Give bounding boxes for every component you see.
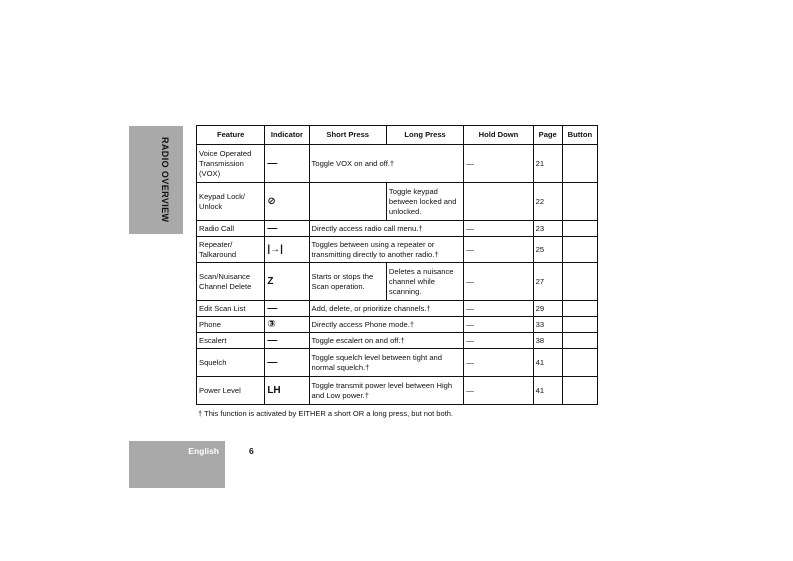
hold-down-cell: — <box>464 237 533 263</box>
button-cell <box>562 349 597 377</box>
short-press-cell: Starts or stops the Scan operation. <box>309 263 386 301</box>
language-label: English <box>188 446 219 456</box>
feature-cell: Phone <box>197 317 265 333</box>
button-cell <box>562 263 597 301</box>
table-row <box>197 237 598 263</box>
feature-cell: Radio Call <box>197 221 265 237</box>
feature-cell: Squelch <box>197 349 265 377</box>
page-cell: 27 <box>533 263 562 301</box>
dash-icon: — <box>265 301 309 317</box>
hold-down-cell: — <box>464 301 533 317</box>
column-header: Indicator <box>265 126 309 145</box>
table-row <box>197 183 598 221</box>
short-press-cell <box>309 183 386 221</box>
feature-cell: Edit Scan List <box>197 301 265 317</box>
feature-cell: Voice Operated Transmission (VOX) <box>197 145 265 183</box>
column-header: Hold Down <box>464 126 533 145</box>
short-press-cell: Toggles between using a repeater or transmitting directly to another radio.† <box>309 237 464 263</box>
feature-cell: Escalert <box>197 333 265 349</box>
button-cell <box>562 145 597 183</box>
page-cell: 33 <box>533 317 562 333</box>
page-number: 6 <box>249 446 254 456</box>
hold-down-cell: — <box>464 263 533 301</box>
page-cell: 25 <box>533 237 562 263</box>
section-tab-label: RADIO OVERVIEW <box>160 137 170 223</box>
page-cell: 41 <box>533 349 562 377</box>
short-press-cell: Directly access radio call menu.† <box>309 221 464 237</box>
column-header: Long Press <box>386 126 463 145</box>
column-header: Page <box>533 126 562 145</box>
button-cell <box>562 183 597 221</box>
page-cell: 38 <box>533 333 562 349</box>
table-row <box>197 333 598 349</box>
long-press-cell: Deletes a nuisance channel while scanning. <box>386 263 463 301</box>
feature-cell: Scan/Nuisance Channel Delete <box>197 263 265 301</box>
short-press-cell: Toggle transmit power level between High and Low power.† <box>309 377 464 405</box>
dash-icon: — <box>265 349 309 377</box>
short-press-cell: Add, delete, or prioritize channels.† <box>309 301 464 317</box>
language-tab <box>129 441 225 488</box>
page-cell: 21 <box>533 145 562 183</box>
short-press-cell: Toggle squelch level between tight and normal squelch.† <box>309 349 464 377</box>
column-header: Feature <box>197 126 265 145</box>
section-tab <box>129 126 183 234</box>
button-cell <box>562 377 597 405</box>
footnote: † This function is activated by EITHER a short OR a long press, but not both. <box>198 409 453 418</box>
column-header: Short Press <box>309 126 386 145</box>
hold-down-cell: — <box>464 221 533 237</box>
column-header: Button <box>562 126 597 145</box>
page-cell: 23 <box>533 221 562 237</box>
button-cell <box>562 237 597 263</box>
table-row <box>197 301 598 317</box>
page-cell: 22 <box>533 183 562 221</box>
dash-icon: — <box>265 145 309 183</box>
table-row <box>197 221 598 237</box>
page-cell: 29 <box>533 301 562 317</box>
button-cell <box>562 301 597 317</box>
hold-down-cell <box>464 183 533 221</box>
short-press-cell: Toggle VOX on and off.† <box>309 145 464 183</box>
scan-icon: Z <box>265 263 309 301</box>
feature-cell: Repeater/ Talkaround <box>197 237 265 263</box>
feature-cell: Keypad Lock/ Unlock <box>197 183 265 221</box>
hold-down-cell: — <box>464 349 533 377</box>
table-row <box>197 317 598 333</box>
talkaround-icon: |→| <box>265 237 309 263</box>
hold-down-cell: — <box>464 333 533 349</box>
short-press-cell: Toggle escalert on and off.† <box>309 333 464 349</box>
feature-cell: Power Level <box>197 377 265 405</box>
phone-icon: ③ <box>265 317 309 333</box>
dash-icon: — <box>265 221 309 237</box>
keypad-lock-icon: ⊘ <box>265 183 309 221</box>
table-row <box>197 145 598 183</box>
button-cell <box>562 333 597 349</box>
long-press-cell: Toggle keypad between locked and unlocked. <box>386 183 463 221</box>
hold-down-cell: — <box>464 317 533 333</box>
table-header-row <box>197 126 598 145</box>
dash-icon: — <box>265 333 309 349</box>
table-row <box>197 377 598 405</box>
hold-down-cell: — <box>464 377 533 405</box>
short-press-cell: Directly access Phone mode.† <box>309 317 464 333</box>
power-level-icon: LH <box>265 377 309 405</box>
button-cell <box>562 221 597 237</box>
table-row <box>197 263 598 301</box>
page-cell: 41 <box>533 377 562 405</box>
table-row <box>197 349 598 377</box>
feature-table <box>196 125 598 405</box>
hold-down-cell: — <box>464 145 533 183</box>
button-cell <box>562 317 597 333</box>
